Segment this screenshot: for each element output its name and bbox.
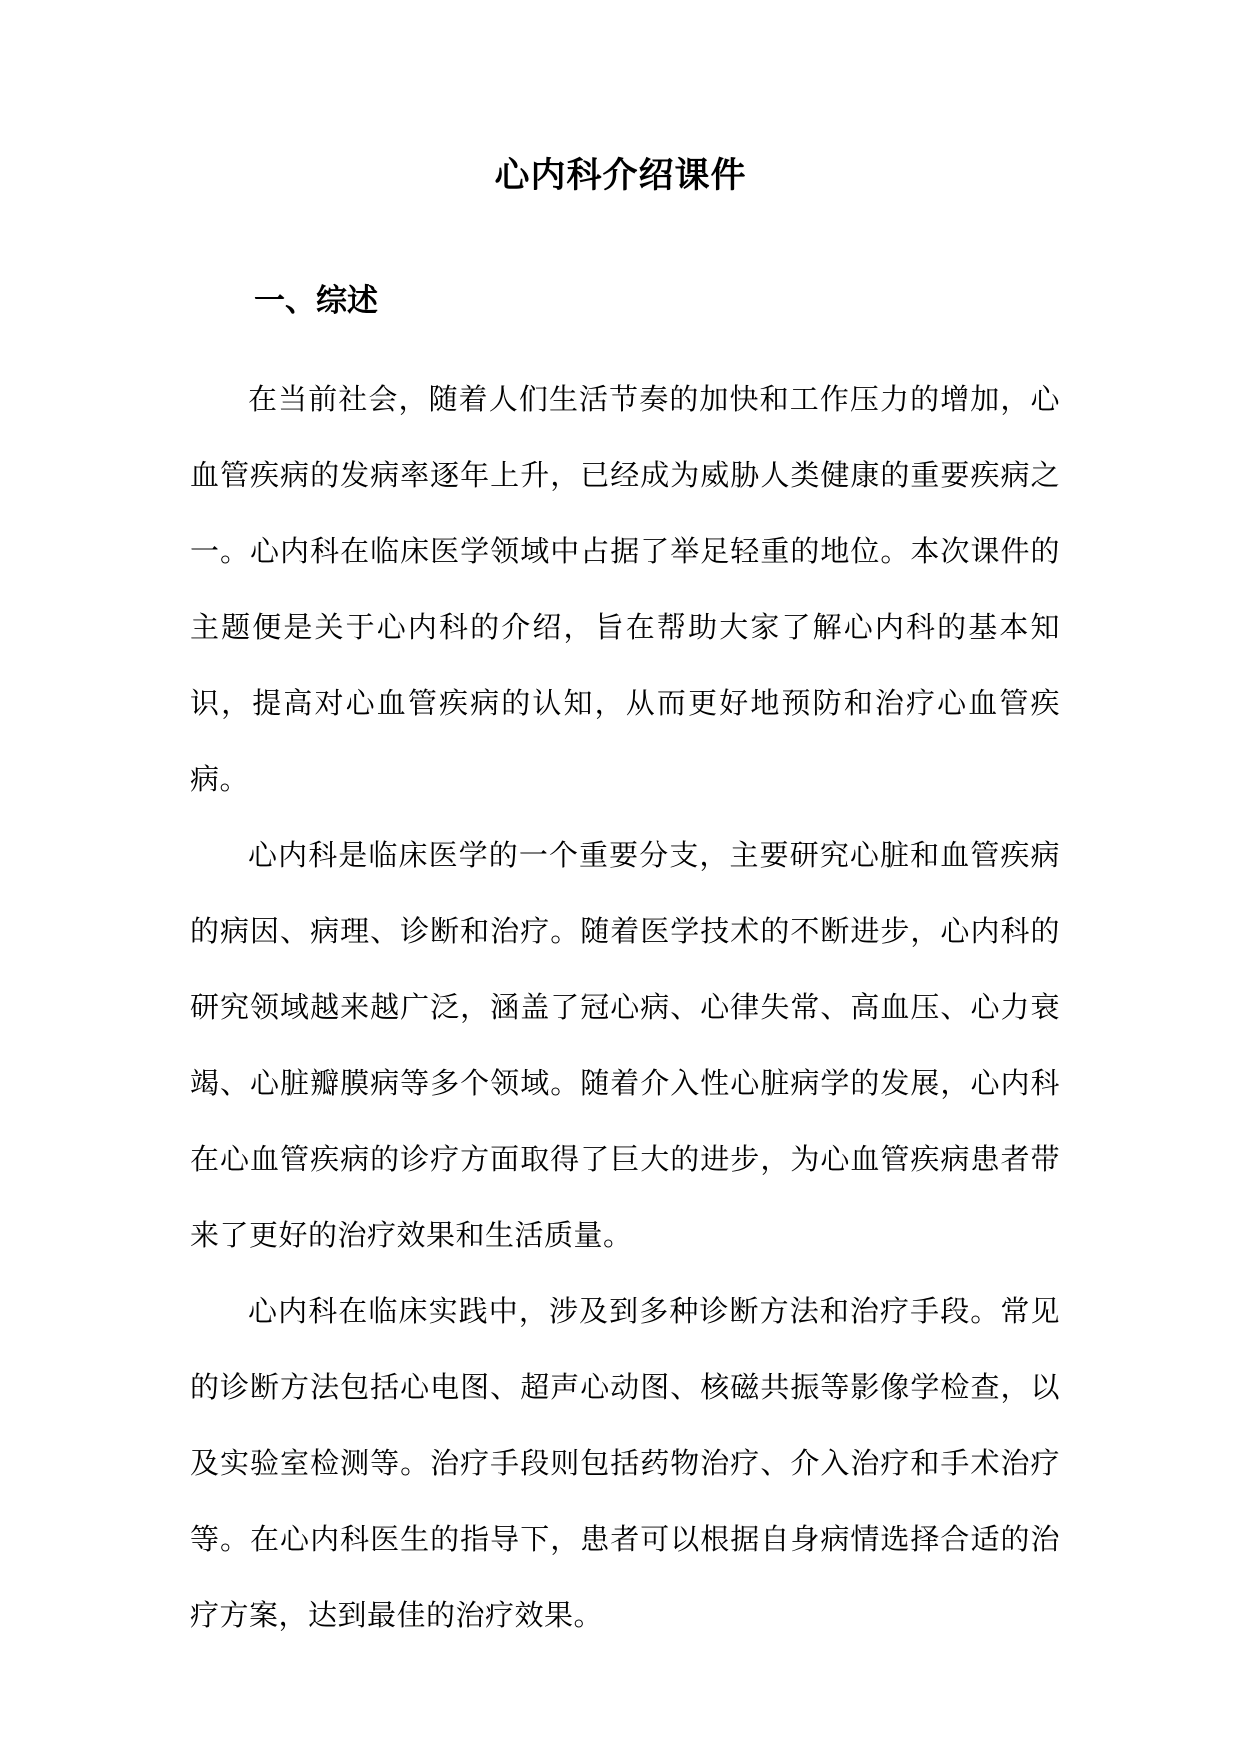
paragraph: 在当前社会，随着人们生活节奏的加快和工作压力的增加，心血管疾病的发病率逐年上升，已经成为威胁人类健康的重要疾病之一。心内科在临床医学领域中占据了举足轻重的地位。本次课件的主题便是关于心内科的介绍，旨在帮助大家了解心内科的基本知识，提高对心血管疾病的认知，从而更好地预防和治疗心血管疾病。 [190,382,1060,796]
document-title: 心内科介绍课件 [494,156,747,196]
section-heading: 一、综述 [254,283,378,319]
paragraph: 心内科在临床实践中，涉及到多种诊断方法和治疗手段。常见的诊断方法包括心电图、超声心动图、核磁共振等影像学检查，以及实验室检测等。治疗手段则包括药物治疗、介入治疗和手术治疗等。在心内科医生的指导下，患者可以根据自身病情选择合适的治疗方案，达到最佳的治疗效果。 [190,1294,1060,1632]
section-body [190,361,1060,1653]
paragraph: 心内科是临床医学的一个重要分支，主要研究心脏和血管疾病的病因、病理、诊断和治疗。随着医学技术的不断进步，心内科的研究领域越来越广泛，涵盖了冠心病、心律失常、高血压、心力衰竭、心脏瓣膜病等多个领域。随着介入性心脏病学的发展，心内科在心血管疾病的诊疗方面取得了巨大的进步，为心血管疾病患者带来了更好的治疗效果和生活质量。 [190,838,1060,1252]
